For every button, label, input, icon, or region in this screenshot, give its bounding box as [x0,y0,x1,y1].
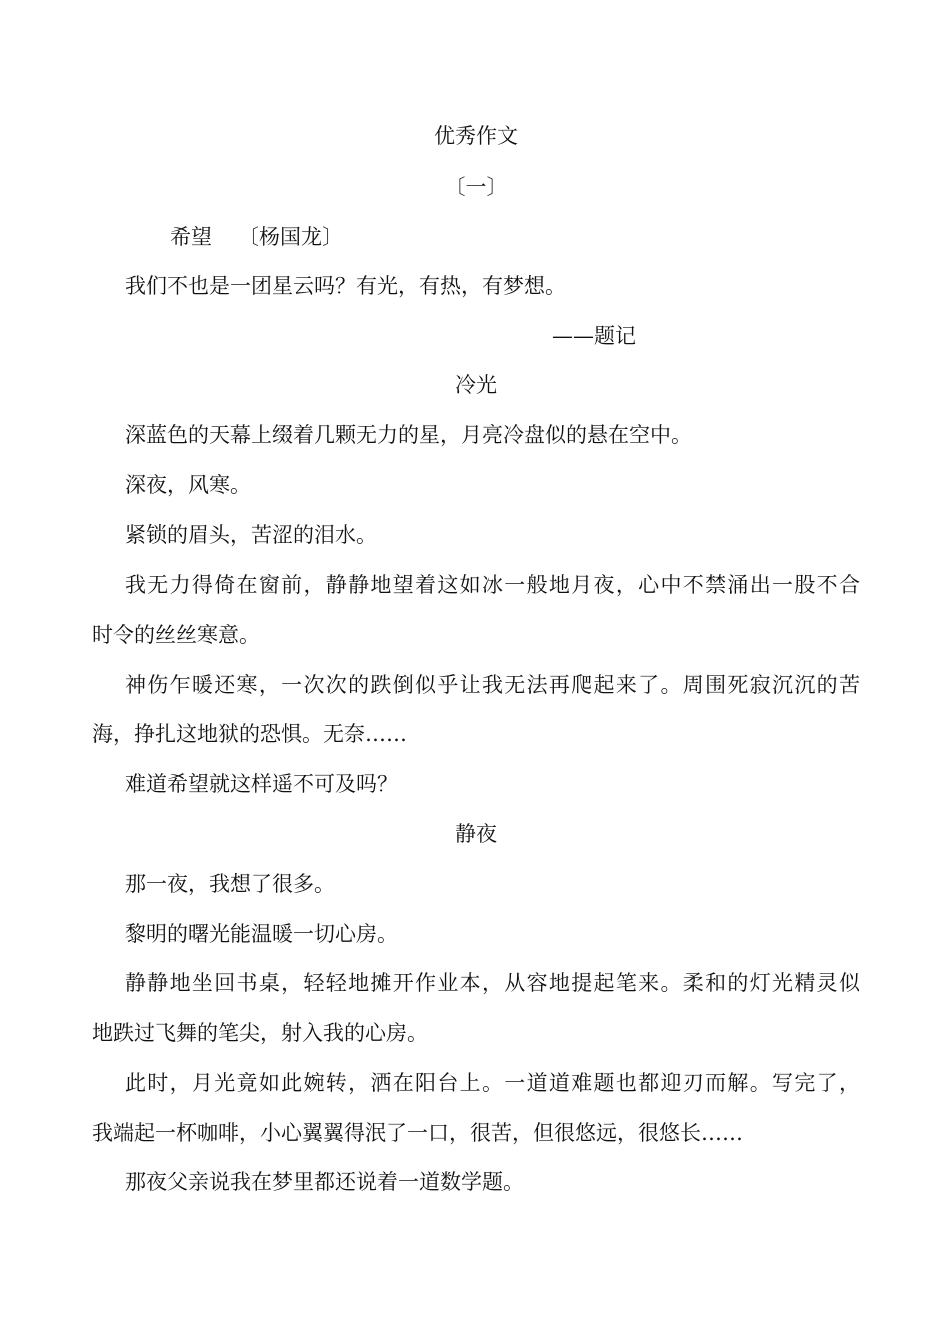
essay-heading [92,222,860,252]
paragraph: 紧锁的眉头，苦涩的泪水。 [125,523,377,547]
part1-heading: 冷光 [455,373,497,397]
paragraph-line: 我无力得倚在窗前，静静地望着这如冰一般地月夜，心中不禁涌出一股不合 [125,573,860,597]
document-title: 优秀作文 [434,124,518,148]
section-number: 〔一〕 [444,175,508,199]
paragraph-line: 此时，月光竟如此婉转，洒在阳台上。一道道难题也都迎刃而解。写完了， [125,1071,860,1095]
part2-heading: 静夜 [455,822,497,846]
epigraph-signature: ——题记 [552,324,636,348]
paragraph-line: 神伤乍暖还寒，一次次的跌倒似乎让我无法再爬起来了。周围死寂沉沉的苦 [125,673,860,697]
paragraph-line: 静静地坐回书桌，轻轻地摊开作业本，从容地提起笔来。柔和的灯光精灵似 [125,971,860,995]
paragraph: 黎明的曙光能温暖一切心房。 [125,922,398,946]
paragraph-line: 我端起一杯咖啡，小心翼翼得泯了一口，很苦，但很悠远，很悠长…… [92,1121,743,1145]
paragraph: 难道希望就这样遥不可及吗？ [125,772,398,796]
paragraph: 那夜父亲说我在梦里都还说着一道数学题。 [125,1170,524,1194]
epigraph: 我们不也是一团星云吗？有光，有热，有梦想。 [125,274,566,298]
paragraph-line: 地跌过飞舞的笔尖，射入我的心房。 [92,1021,428,1045]
paragraph-line: 海，挣扎这地狱的恐惧。无奈…… [92,722,407,746]
paragraph: 深蓝色的天幕上缀着几颗无力的星，月亮冷盘似的悬在空中。 [125,423,692,447]
paragraph: 那一夜，我想了很多。 [125,872,335,896]
essay-title: 希望 [170,225,212,249]
paragraph: 深夜，风寒。 [125,473,251,497]
author-name: 〔杨国龙〕 [238,225,343,249]
paragraph-line: 时令的丝丝寒意。 [92,623,260,647]
document-page [92,0,860,1344]
